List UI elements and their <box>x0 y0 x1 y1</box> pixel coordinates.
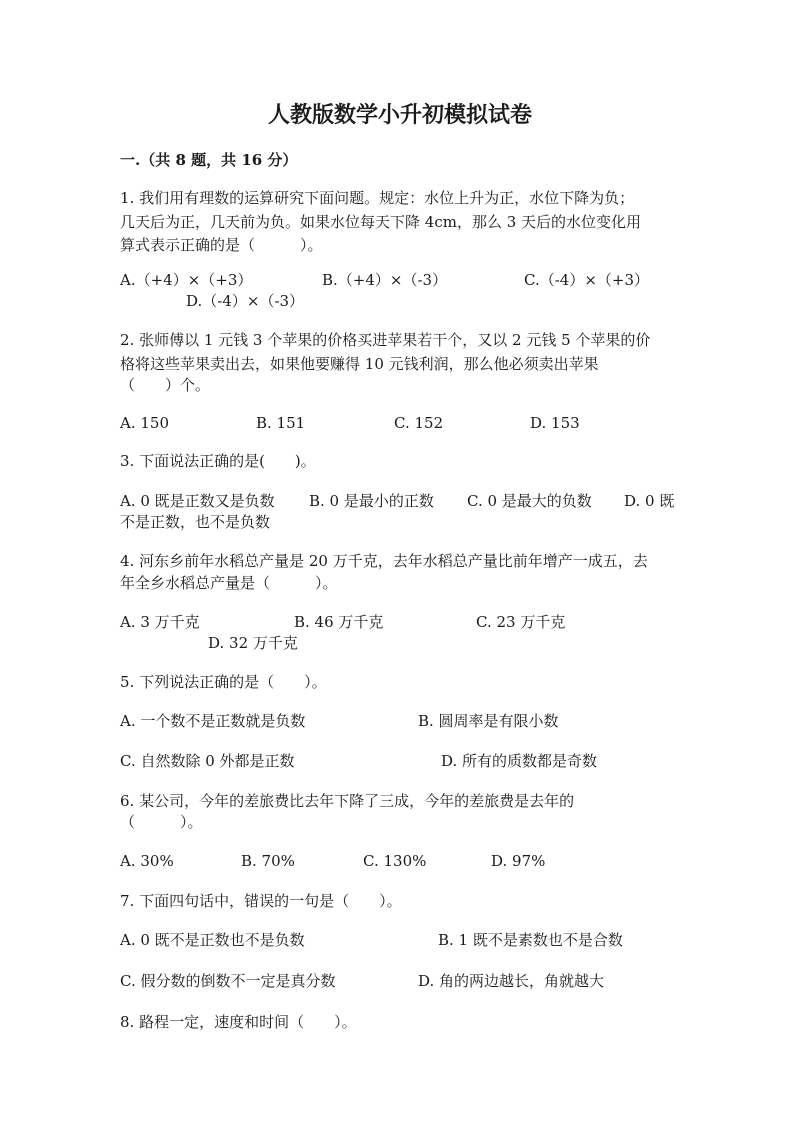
question-3-line-1: 3. 下面说法正确的是( )。 <box>120 452 316 470</box>
question-5-option-c: C. 自然数除 0 外都是正数 <box>120 752 295 770</box>
question-5-option-b: B. 圆周率是有限小数 <box>418 712 559 730</box>
question-1-line-1: 1. 我们用有理数的运算研究下面问题。规定：水位上升为正，水位下降为负； <box>120 189 635 207</box>
question-4-line-1: 4. 河东乡前年水稻总产量是 20 万千克，去年水稻总产量比前年增产一成五，去 <box>120 552 648 570</box>
question-7-option-c: C. 假分数的倒数不一定是真分数 <box>120 972 336 990</box>
question-1-option-a: A.（+4）×（+3） <box>120 271 253 289</box>
question-6-option-b: B. 70% <box>241 852 295 870</box>
question-1-option-b: B.（+4）×（-3） <box>322 271 448 289</box>
question-7-option-d: D. 角的两边越长，角就越大 <box>418 972 605 990</box>
question-6-option-d: D. 97% <box>491 852 546 870</box>
question-2-line-1: 2. 张师傅以 1 元钱 3 个苹果的价格买进苹果若干个，又以 2 元钱 5 个苹果的价 <box>120 331 651 349</box>
question-2-option-c: C. 152 <box>394 414 444 432</box>
question-5-option-a: A. 一个数不是正数就是负数 <box>120 712 306 730</box>
section-heading: 一.（共 8 题，共 16 分） <box>120 151 298 169</box>
question-3-option-a: A. 0 既是正数又是负数 <box>120 492 275 510</box>
question-6-option-c: C. 130% <box>363 852 427 870</box>
question-4-option-b: B. 46 万千克 <box>294 613 384 631</box>
question-7-line-1: 7. 下面四句话中，错误的一句是（ ）。 <box>120 892 402 910</box>
question-2-option-d: D. 153 <box>530 414 580 432</box>
question-6-option-a: A. 30% <box>120 852 174 870</box>
question-1-option-d: D.（-4）×（-3） <box>186 292 305 310</box>
question-4-option-d: D. 32 万千克 <box>208 634 298 652</box>
question-6-line-2: （ ）。 <box>120 813 203 831</box>
question-1-line-3: 算式表示正确的是（ ）。 <box>120 236 323 254</box>
question-1-line-2: 几天后为正，几天前为负。如果水位每天下降 4cm，那么 3 天后的水位变化用 <box>120 213 642 231</box>
question-2-line-3: （ ）个。 <box>120 376 211 394</box>
question-4-option-a: A. 3 万千克 <box>120 613 200 631</box>
question-2-line-2: 格将这些苹果卖出去，如果他要赚得 10 元钱利润，那么他必须卖出苹果 <box>120 355 599 373</box>
question-3-option-d: D. 0 既 <box>624 492 675 510</box>
question-3-option-b: B. 0 是最小的正数 <box>309 492 434 510</box>
question-3-option-c: C. 0 是最大的负数 <box>467 492 592 510</box>
question-5-line-1: 5. 下列说法正确的是（ ）。 <box>120 673 327 691</box>
page-title: 人教版数学小升初模拟试卷 <box>267 102 532 128</box>
question-4-line-2: 年全乡水稻总产量是（ ）。 <box>120 574 338 592</box>
question-3-option-d-continued: 不是正数，也不是负数 <box>120 513 271 531</box>
question-6-line-1: 6. 某公司，今年的差旅费比去年下降了三成，今年的差旅费是去年的 <box>120 792 575 810</box>
question-8-line-1: 8. 路程一定，速度和时间（ ）。 <box>120 1013 357 1031</box>
question-7-option-b: B. 1 既不是素数也不是合数 <box>438 931 623 949</box>
question-7-option-a: A. 0 既不是正数也不是负数 <box>120 931 305 949</box>
question-2-option-b: B. 151 <box>256 414 306 432</box>
question-1-option-c: C.（-4）×（+3） <box>524 271 650 289</box>
question-4-option-c: C. 23 万千克 <box>476 613 566 631</box>
question-5-option-d: D. 所有的质数都是奇数 <box>441 752 598 770</box>
question-2-option-a: A. 150 <box>120 414 169 432</box>
